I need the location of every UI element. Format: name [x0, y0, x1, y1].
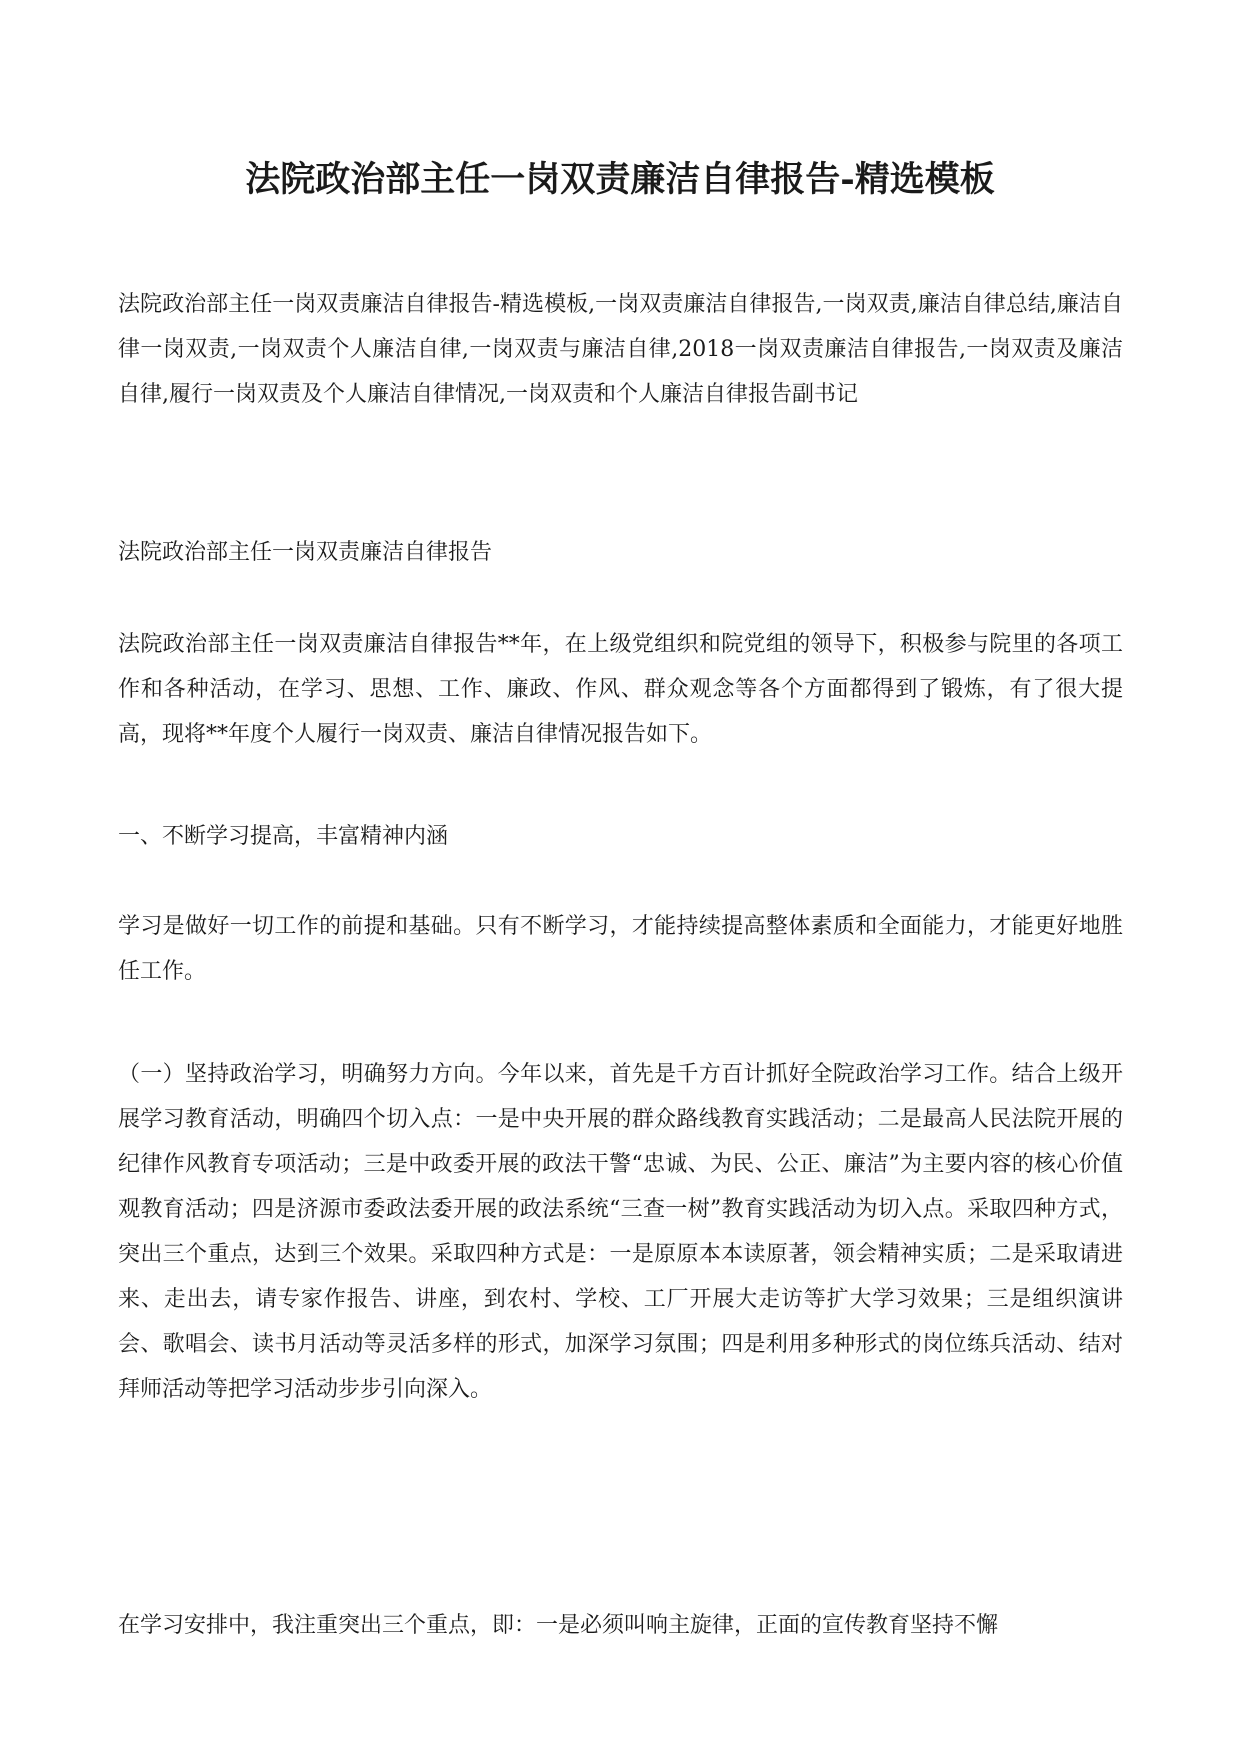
report-subtitle: 法院政治部主任一岗双责廉洁自律报告 — [118, 540, 493, 565]
learning-paragraph: 学习是做好一切工作的前提和基础。只有不断学习，才能持续提高整体素质和全面能力，才能更好地胜任工作。 — [118, 914, 1123, 984]
section-heading-one: 一、不断学习提高，丰富精神内涵 — [118, 824, 449, 849]
document-title: 法院政治部主任一岗双责廉洁自律报告-精选模板 — [245, 159, 995, 200]
keywords-paragraph: 法院政治部主任一岗双责廉洁自律报告-精选模板,一岗双责廉洁自律报告,一岗双责,廉洁自律总结,廉洁自律一岗双责,一岗双责个人廉洁自律,一岗双责与廉洁自律,2018一岗双责廉洁自律报告,一岗双责及廉洁自律,履行一岗双责及个人廉洁自律情况,一岗双责和个人廉洁自律报告副书记 — [118, 292, 1123, 407]
focus-paragraph: 在学习安排中，我注重突出三个重点，即：一是必须叫响主旋律，正面的宣传教育坚持不懈 — [118, 1613, 999, 1638]
point-one-paragraph: （一）坚持政治学习，明确努力方向。今年以来，首先是千方百计抓好全院政治学习工作。结合上级开展学习教育活动，明确四个切入点：一是中央开展的群众路线教育实践活动；二是最高人民法院开展的纪律作风教育专项活动；三是中政委开展的政法干警“忠诚、为民、公正、廉洁”为主要内容的核心价值观教育活动；四是济源市委政法委开展的政法系统“三查一树”教育实践活动为切入点。采取四种方式，突出三个重点，达到三个效果。采取四种方式是：一是原原本本读原著，领会精神实质；二是采取请进来、走出去，请专家作报告、讲座，到农村、学校、工厂开展大走访等扩大学习效果；三是组织演讲会、歌唱会、读书月活动等灵活多样的形式，加深学习氛围；四是利用多种形式的岗位练兵活动、结对拜师活动等把学习活动步步引向深入。 — [118, 1062, 1123, 1402]
intro-paragraph: 法院政治部主任一岗双责廉洁自律报告**年，在上级党组织和院党组的领导下，积极参与院里的各项工作和各种活动，在学习、思想、工作、廉政、作风、群众观念等各个方面都得到了锻炼，有了很大提高，现将**年度个人履行一岗双责、廉洁自律情况报告如下。 — [118, 632, 1123, 747]
